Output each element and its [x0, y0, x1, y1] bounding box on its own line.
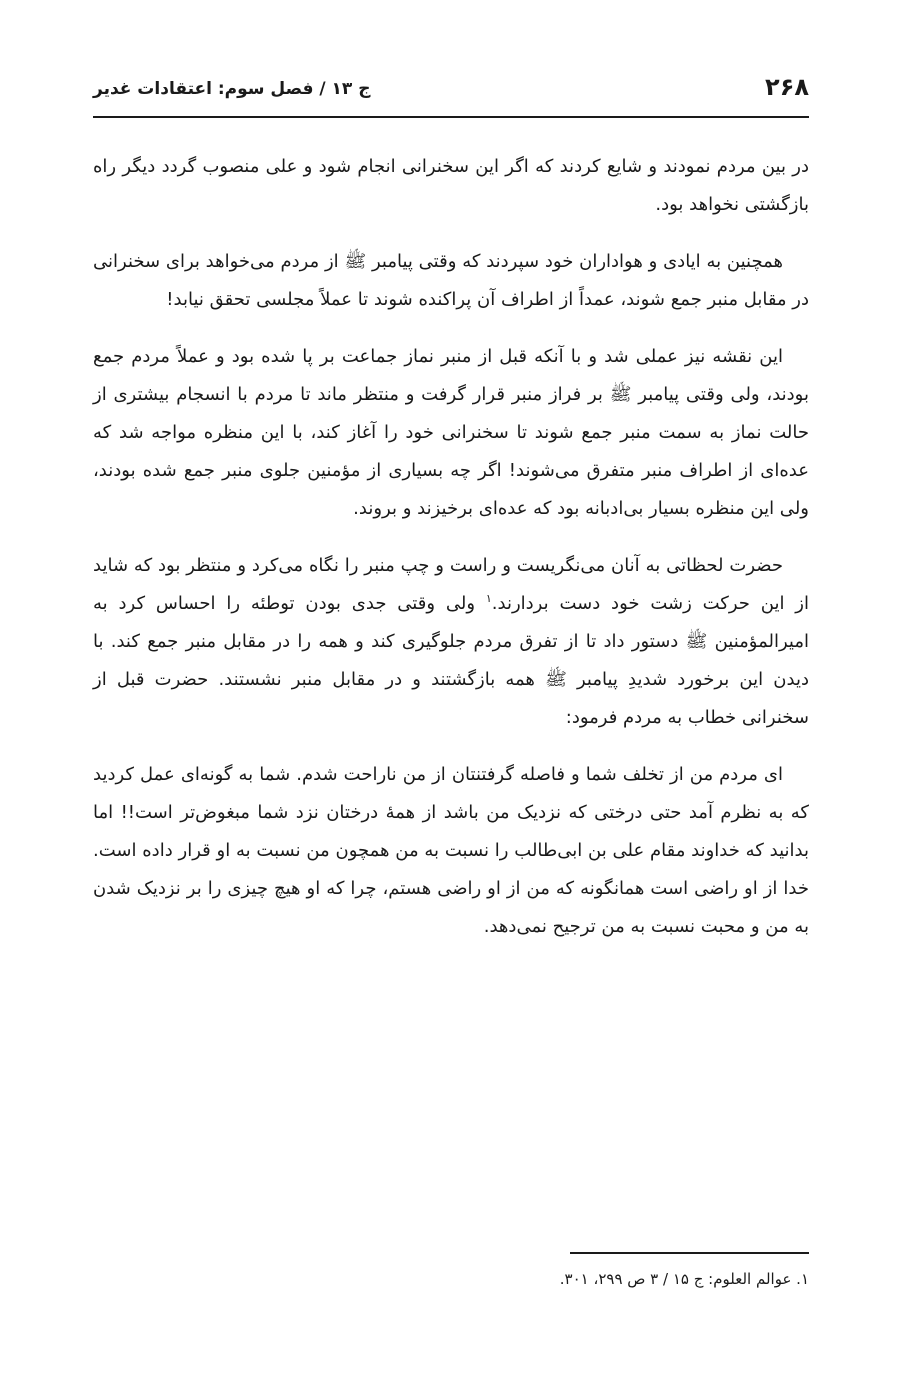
running-title: ج ۱۳ / فصل سوم: اعتقادات غدیر	[93, 79, 371, 99]
paragraph-5-quote: ای مردم من از تخلف شما و فاصله گرفتنتان از من ناراحت شدم. شما به گونه‌ای عمل کردید که به نظرم آمد حتی درختی که نزدیک من باشد از همهٔ درختان نزد شما مبغوض‌تر است!! اما بدانید که خداوند مقام علی بن ابی‌طالب را نسبت به من همچون من نسبت به او قرار داده است. خدا از او راضی است همانگونه که من از او راضی هستم، چرا که او هیچ چیزی را بر نزدیک شدن به من و محبت نسبت به من ترجیح نمی‌دهد.	[93, 764, 809, 937]
paragraph-4-text-b: ولی وقتی جدی بودن توطئه را احساس کرد به امیرالمؤمنین ﷺ دستور داد تا از تفرق مردم جلوگیری کند و همه را در مقابل منبر جمع کند. با دیدن این برخورد شدیدِ پیامبر ﷺ همه بازگشتند و در مقابل منبر نشستند. حضرت قبل از سخنرانی خطاب به مردم فرمود:	[93, 593, 809, 728]
paragraph-4	[93, 547, 809, 737]
header-rule	[93, 116, 809, 118]
paragraph-4-text-a: حضرت لحظاتی به آنان می‌نگریست و راست و چپ منبر را نگاه می‌کرد و منتظر بود که شاید از این حرکت زشت خود دست بردارند.	[93, 555, 809, 614]
page-header	[93, 66, 809, 110]
paragraph-3: این نقشه نیز عملی شد و با آنکه قبل از منبر نماز جماعت بر پا شده بود و عملاً مردم جمع بودند، ولی وقتی پیامبر ﷺ بر فراز منبر قرار گرفت و منتظر ماند تا مردم با انسجام بیشتری از حالت نماز به سمت منبر جمع شوند تا سخنرانی خود را آغاز کند، با این منظره مواجه شد که عده‌ای از اطراف منبر متفرق می‌شوند! اگر چه بسیاری از مؤمنین جلوی منبر جمع شده بودند، ولی این منظره بسیار بی‌ادبانه بود که عده‌ای برخیزند و بروند.	[93, 346, 809, 519]
page-number: ۲۶۸	[765, 73, 809, 101]
paragraph-2: همچنین به ایادی و هواداران خود سپردند که وقتی پیامبر ﷺ از مردم می‌خواهد برای سخنرانی در مقابل منبر جمع شوند، عمداً از اطراف آن پراکنده شوند تا عملاً مجلسی تحقق نیابد!	[93, 251, 809, 310]
footnote-reference[interactable]: ۱	[485, 592, 492, 605]
body-text	[93, 148, 809, 965]
footnote-rule	[570, 1252, 809, 1254]
footnote: ۱. عوالم العلوم: ج ۱۵ / ۳ ص ۲۹۹، ۳۰۱.	[559, 1270, 809, 1288]
paragraph-1: در بین مردم نمودند و شایع کردند که اگر این سخنرانی انجام شود و علی منصوب گردد دیگر راه بازگشتی نخواهد بود.	[93, 156, 809, 215]
